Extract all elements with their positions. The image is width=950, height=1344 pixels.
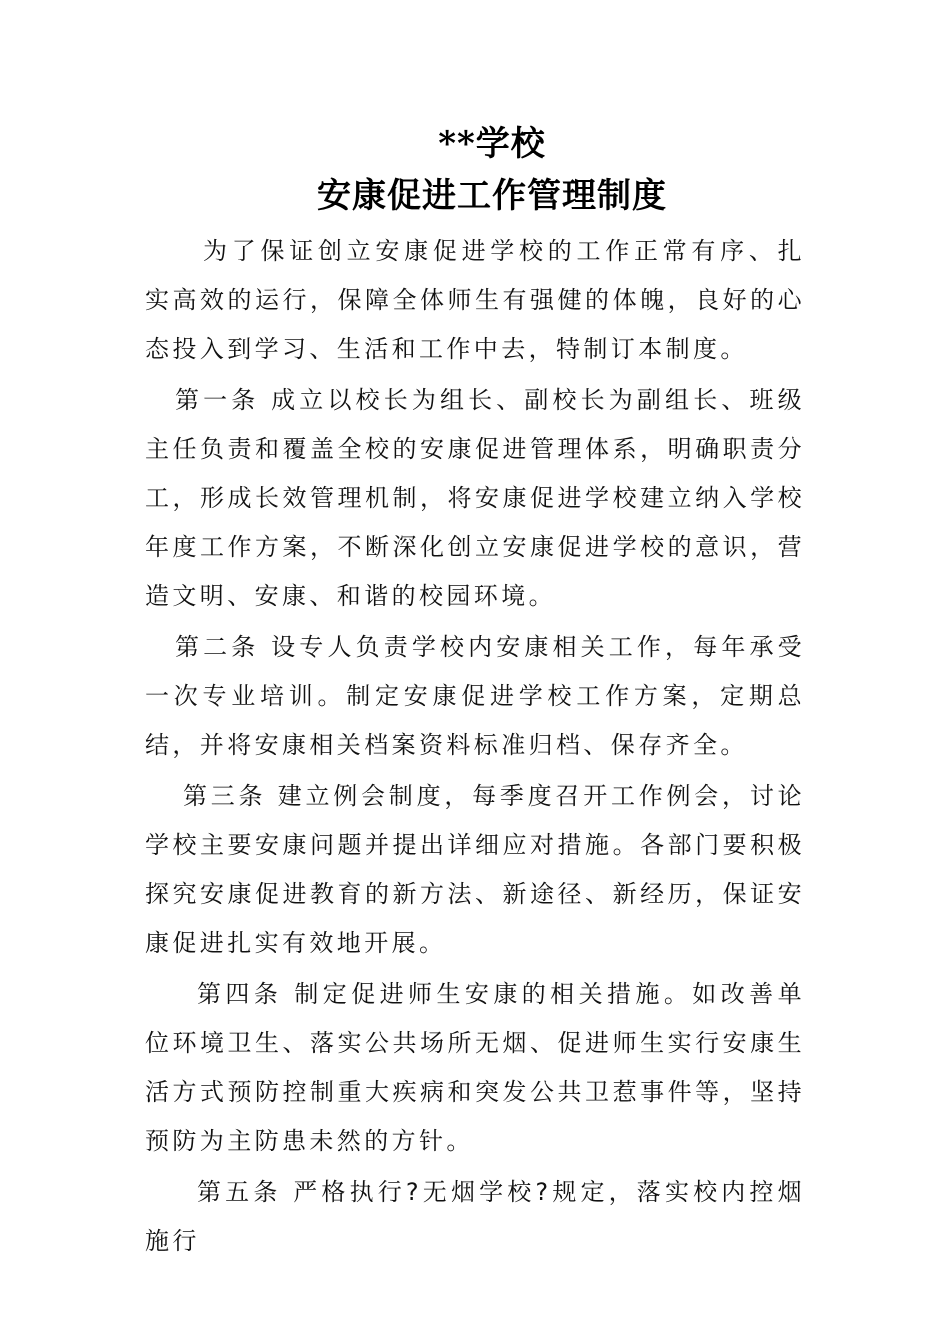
article-1-paragraph: 第一条 成立以校长为组长、副校长为副组长、班级主任负责和覆盖全校的安康促进管理体系，明确职责分工，形成长效管理机制，将安康促进学校建立纳入学校年度工作方案，不断深化创立安康促进学校的意识，营造文明、安康、和谐的校园环境。	[145, 386, 805, 610]
article-4-paragraph: 第四条 制定促进师生安康的相关措施。如改善单位环境卫生、落实公共场所无烟、促进师生实行安康生活方式预防控制重大疾病和突发公共卫惹事件等，坚持预防为主防患未然的方针。	[145, 980, 805, 1155]
document-title	[0, 118, 950, 222]
article-3-paragraph: 第三条 建立例会制度，每季度召开工作例会，讨论学校主要安康问题并提出详细应对措施。各部门要积极探究安康促进教育的新方法、新途径、新经历，保证安康促进扎实有效地开展。	[145, 782, 805, 957]
intro-paragraph: 为了保证创立安康促进学校的工作正常有序、扎实高效的运行，保障全体师生有强健的体魄，良好的心态投入到学习、生活和工作中去，特制订本制度。	[145, 237, 805, 363]
school-name-heading: **学校	[438, 124, 546, 164]
regulation-title-heading: 安康促进工作管理制度	[317, 176, 667, 216]
document-body	[145, 227, 805, 1266]
article-2-paragraph: 第二条 设专人负责学校内安康相关工作，每年承受一次专业培训。制定安康促进学校工作方案，定期总结，并将安康相关档案资料标准归档、保存齐全。	[145, 633, 805, 759]
article-5-paragraph: 第五条 严格执行?无烟学校?规定，落实校内控烟施行	[145, 1178, 805, 1255]
